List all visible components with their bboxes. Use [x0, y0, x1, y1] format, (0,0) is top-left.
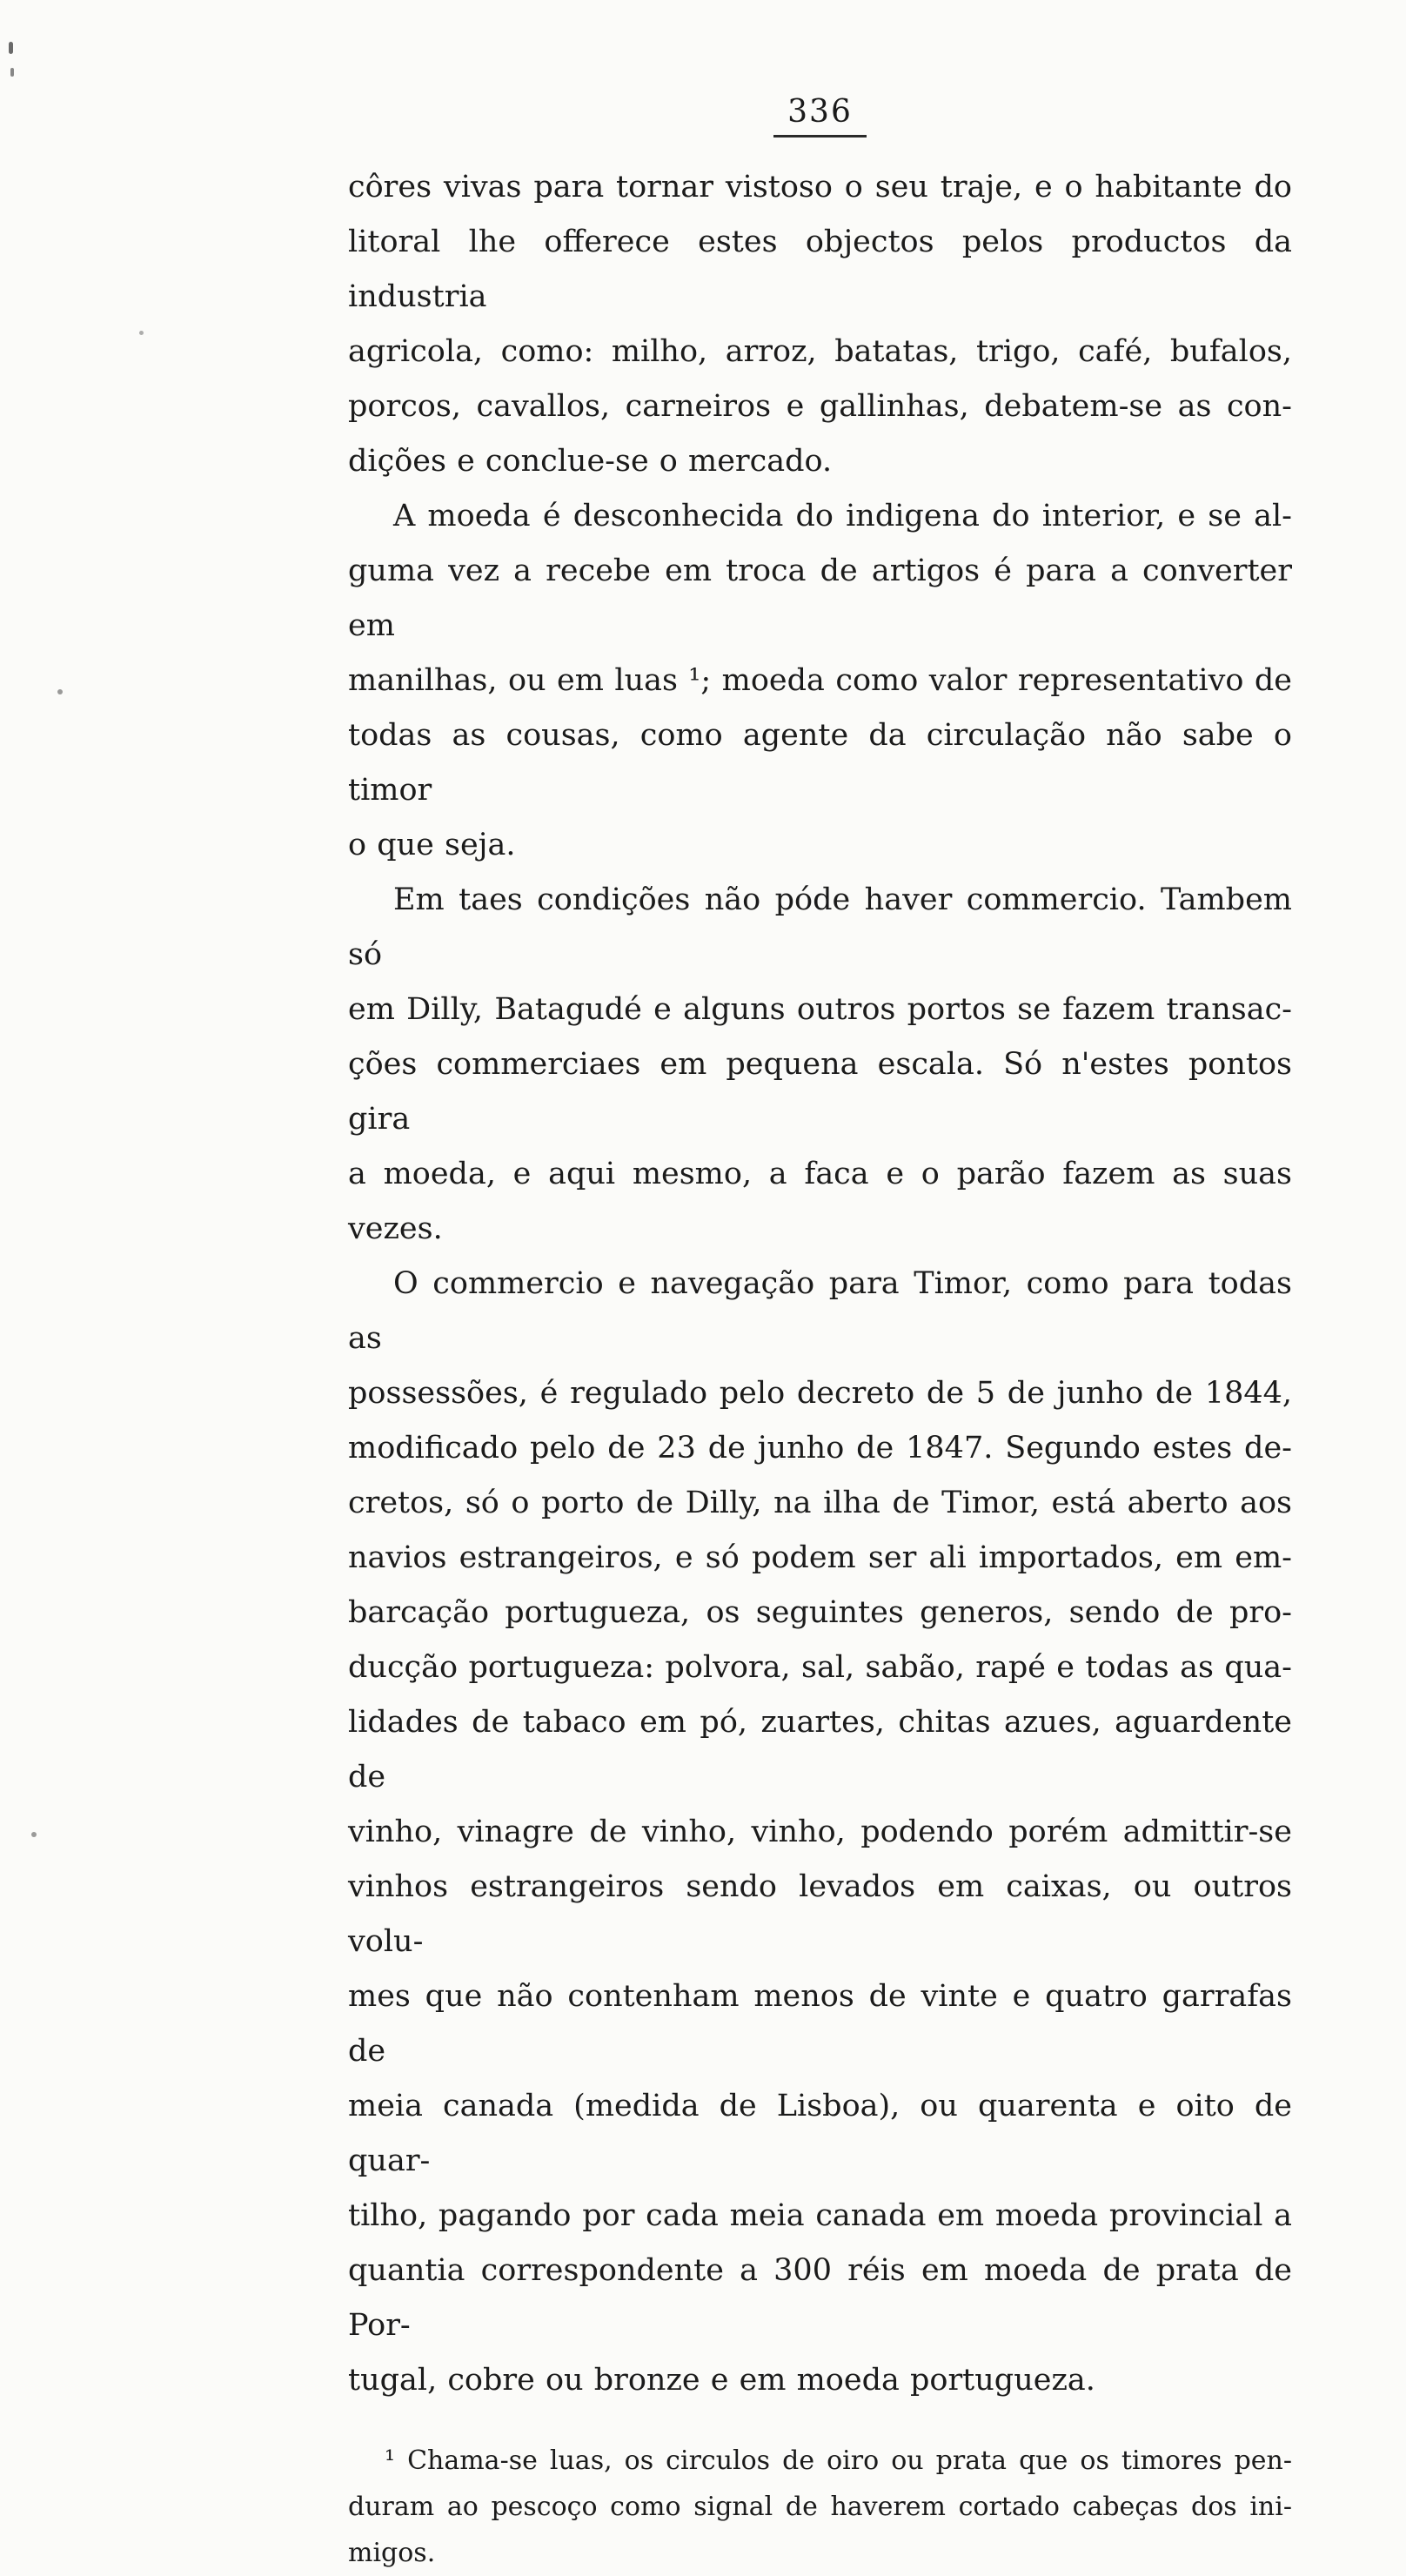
text-line: A moeda é desconhecida do indigena do interior, e se al-	[393, 499, 1292, 533]
text-line: quantia correspondente a 300 réis em moeda de prata de Por-	[348, 2253, 1292, 2343]
text-line: tilho, pagando por cada meia canada em moeda provincial a	[348, 2198, 1292, 2233]
text-line: navios estrangeiros, e só podem ser ali importados, em em-	[348, 1540, 1292, 1575]
text-line: em Dilly, Batagudé e alguns outros portos se fazem transac-	[348, 992, 1292, 1027]
scan-speck	[9, 42, 13, 54]
text-line: vinho, vinagre de vinho, vinho, podendo porém admittir-se	[348, 1815, 1292, 1849]
text-line: mes que não contenham menos de vinte e quatro garrafas de	[348, 1979, 1292, 2069]
page-number: 336	[773, 94, 867, 138]
scan-speck	[10, 68, 14, 77]
paragraph	[348, 160, 1292, 489]
text-line: migos.	[348, 2538, 436, 2568]
text-line: ções commerciaes em pequena escala. Só n'estes pontos gira	[348, 1047, 1292, 1137]
text-line: porcos, cavallos, carneiros e gallinhas, debatem-se as con-	[348, 389, 1292, 424]
text-line: agricola, como: milho, arroz, batatas, trigo, café, bufalos,	[348, 334, 1292, 369]
paragraph	[348, 489, 1292, 873]
paragraph	[348, 873, 1292, 1257]
text-line: barcação portugueza, os seguintes generos, sendo de pro-	[348, 1595, 1292, 1630]
text-line: o que seja.	[348, 828, 516, 862]
scan-speck	[31, 1832, 37, 1837]
text-line: manilhas, ou em luas ¹; moeda como valor representativo de	[348, 663, 1292, 698]
footnote	[348, 2438, 1292, 2576]
text-line: modificado pelo de 23 de junho de 1847. Segundo estes de-	[348, 1431, 1292, 1466]
text-line: ducção portugueza: polvora, sal, sabão, rapé e todas as qua-	[348, 1650, 1292, 1685]
text-line: litoral lhe offerece estes objectos pelos productos da industria	[348, 225, 1292, 314]
text-line: a moeda, e aqui mesmo, a faca e o parão fazem as suas vezes.	[348, 1157, 1292, 1246]
text-line: meia canada (medida de Lisboa), ou quarenta e oito de quar-	[348, 2089, 1292, 2178]
scan-speck	[139, 331, 144, 335]
text-line: guma vez a recebe em troca de artigos é para a converter em	[348, 553, 1292, 643]
text-line: côres vivas para tornar vistoso o seu traje, e o habitante do	[348, 170, 1292, 205]
text-line: todas as cousas, como agente da circulação não sabe o timor	[348, 718, 1292, 808]
scan-speck	[57, 689, 63, 694]
text-line: cretos, só o porto de Dilly, na ilha de Timor, está aberto aos	[348, 1486, 1292, 1520]
text-line: ¹ Chama-se luas, os circulos de oiro ou prata que os timores pen-	[385, 2445, 1292, 2476]
text-line: tugal, cobre ou bronze e em moeda portugueza.	[348, 2363, 1095, 2398]
text-line: dições e conclue-se o mercado.	[348, 444, 833, 479]
text-line: possessões, é regulado pelo decreto de 5 de junho de 1844,	[348, 1376, 1292, 1411]
text-line: vinhos estrangeiros sendo levados em caixas, ou outros volu-	[348, 1869, 1292, 1959]
body-text	[348, 160, 1292, 2408]
text-line: duram ao pescoço como signal de haverem cortado cabeças dos ini-	[348, 2492, 1292, 2522]
text-line: Em taes condições não póde haver commercio. Tambem só	[348, 882, 1292, 972]
page-number-wrap	[348, 94, 1292, 138]
text-line: O commercio e navegação para Timor, como para todas as	[348, 1266, 1292, 1356]
paragraph	[348, 1257, 1292, 2408]
text-line: lidades de tabaco em pó, zuartes, chitas azues, aguardente de	[348, 1705, 1292, 1794]
page-text-column	[348, 94, 1292, 2576]
